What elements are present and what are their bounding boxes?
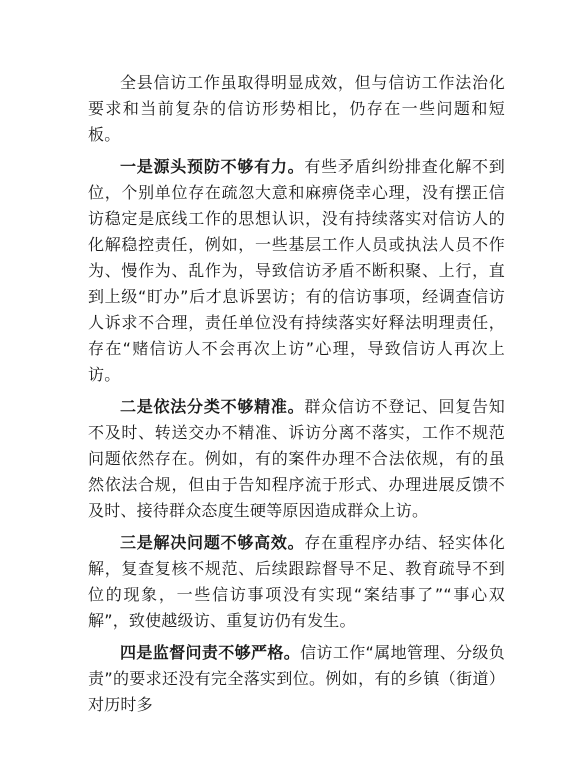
paragraph-text: 信访工作“属地管理、分级负责”的要求还没有完全落实到位。例如，有的乡镇（街道）对历时多 (88, 643, 506, 714)
document-body (88, 70, 505, 724)
paragraph-lead: 二是依法分类不够精准。 (120, 397, 305, 416)
paragraph-text: 存在重程序办结、轻实体化解，复查复核不规范、后续跟踪督导不足、教育疏导不到位的现象，一些信访事项没有实现“案结事了”“事心双解”，致使越级访、重复访仍有发生。 (88, 533, 506, 630)
paragraph-lead: 四是监督问责不够严格。 (120, 643, 301, 662)
paragraph-intro (88, 70, 505, 148)
paragraph-source-prevention (88, 154, 505, 388)
paragraph-classification (88, 394, 505, 524)
paragraph-lead: 一是源头预防不够有力。 (120, 157, 305, 176)
paragraph-text: 有些矛盾纠纷排查化解不到位，个别单位存在疏忽大意和麻痹侥幸心理，没有摆正信访稳定是底线工作的思想认识，没有持续落实对信访人的化解稳控责任，例如，一些基层工作人员或执法人员不作为、慢作为、乱作为，导致信访矛盾不断积聚、上行，直到上级“盯办”后才息诉罢访；有的信访事项，经调查信访人诉求不合理，责任单位没有持续落实好释法明理责任，存在“赌信访人不会再次上访”心理，导致信访人再次上访。 (88, 157, 506, 384)
paragraph-text: 全县信访工作虽取得明显成效，但与信访工作法治化要求和当前复杂的信访形势相比，仍存在一些问题和短板。 (88, 73, 505, 144)
paragraph-efficiency (88, 530, 505, 634)
paragraph-text: 群众信访不登记、回复告知不及时、转送交办不精准、诉访分离不落实，工作不规范问题依然存在。例如，有的案件办理不合法依规，有的虽然依法合规，但由于告知程序流于形式、办理进展反馈不及时、接待群众态度生硬等原因造成群众上访。 (88, 397, 506, 520)
paragraph-supervision (88, 640, 505, 718)
paragraph-lead: 三是解决问题不够高效。 (120, 533, 305, 552)
